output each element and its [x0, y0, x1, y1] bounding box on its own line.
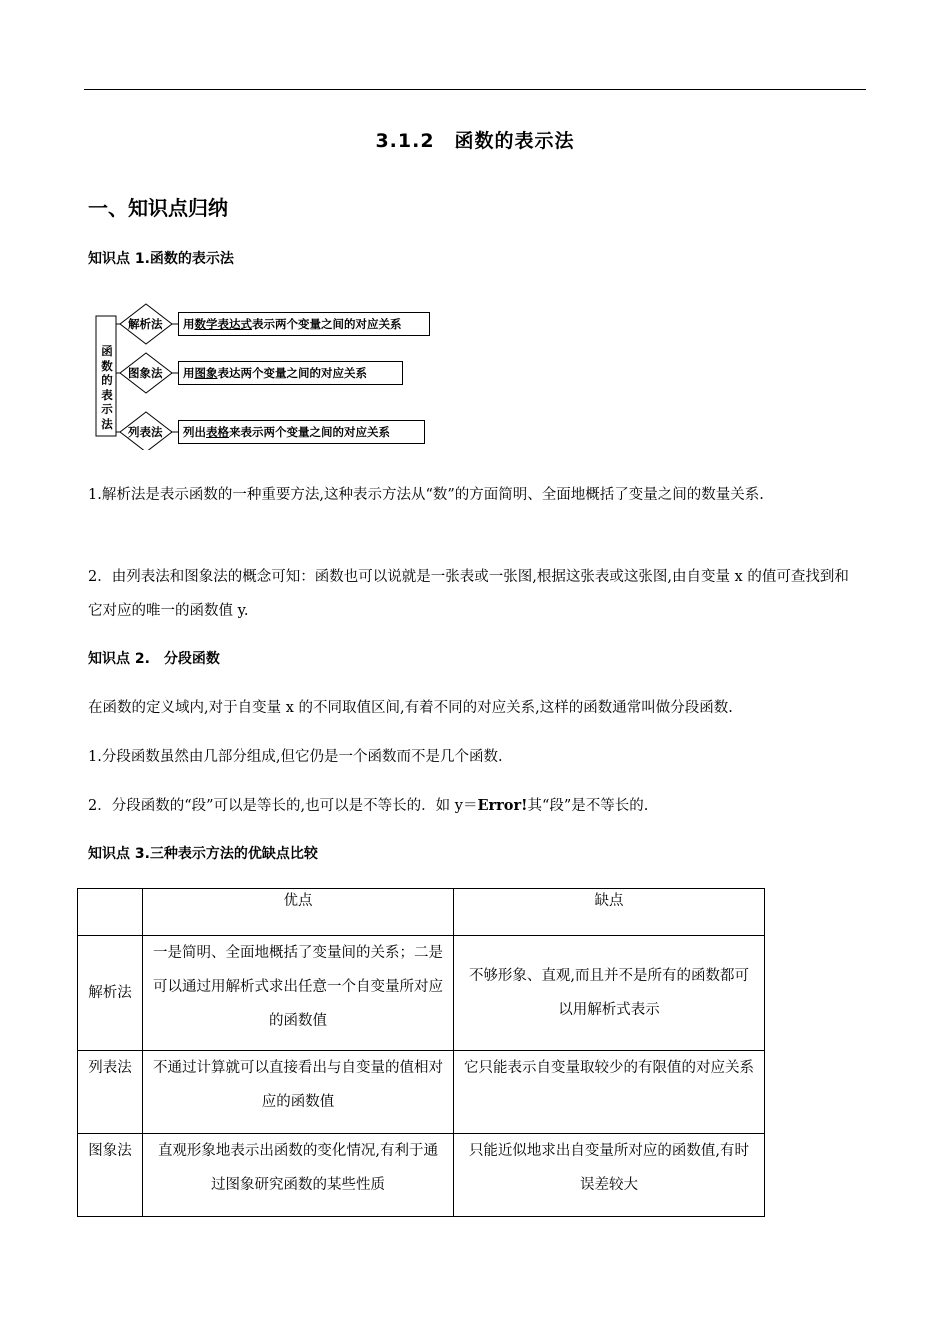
- method-name-table: 列表法: [128, 425, 163, 439]
- table-cell-con: 不够形象、直观,而且并不是所有的函数都可以用解析式表示: [454, 936, 765, 1051]
- kp2-definition: 在函数的定义域内,对于自变量 x 的不同取值区间,有着不同的对应关系,这样的函数通常叫做分段函数.: [88, 700, 733, 716]
- section-heading: 一、知识点归纳: [88, 196, 228, 220]
- kp2-note-2: 2．分段函数的“段”可以是等长的,也可以是不等长的．如 y＝Error!其“段”是不等长的.: [88, 797, 649, 814]
- table-cell-method: 图象法: [78, 1134, 143, 1217]
- diagram-root-label: 函 数 的 表 示 法: [101, 344, 113, 431]
- table-cell-con: 它只能表示自变量取较少的有限值的对应关系: [454, 1051, 765, 1134]
- table-cell-con: 只能近似地求出自变量所对应的函数值,有时误差较大: [454, 1134, 765, 1217]
- method-name-analytic: 解析法: [128, 317, 163, 331]
- table-cell-method: 解析法: [78, 936, 143, 1051]
- method-desc-graph: 用图象表达两个变量之间的对应关系: [178, 361, 403, 385]
- table-row: [78, 1051, 765, 1134]
- table-row: [78, 936, 765, 1051]
- table-row: [78, 1134, 765, 1217]
- kp2-note-1: 1.分段函数虽然由几部分组成,但它仍是一个函数而不是几个函数.: [88, 749, 503, 765]
- table-header-row: [78, 889, 765, 936]
- table-cell-pro: 不通过计算就可以直接看出与自变量的值相对应的函数值: [143, 1051, 454, 1134]
- table-header-cell: 缺点: [454, 889, 765, 936]
- table-cell-pro: 一是简明、全面地概括了变量间的关系；二是可以通过用解析式求出任意一个自变量所对应的函数值: [143, 936, 454, 1051]
- kp1-paragraph-1: 1.解析法是表示函数的一种重要方法,这种表示方法从“数”的方面简明、全面地概括了变量之间的数量关系.: [88, 487, 764, 503]
- comparison-table: [77, 888, 765, 1217]
- representation-diagram: [94, 300, 439, 450]
- kp1-paragraph-2: 2．由列表法和图象法的概念可知：函数也可以说就是一张表或一张图,根据这张表或这张图,由自变量 x 的值可查找到和它对应的唯一的函数值 y.: [88, 569, 849, 619]
- table-cell-pro: 直观形象地表示出函数的变化情况,有利于通过图象研究函数的某些性质: [143, 1134, 454, 1217]
- error-field: Error!: [477, 797, 528, 814]
- method-desc-analytic: 用数学表达式表示两个变量之间的对应关系: [178, 312, 430, 336]
- kp3-heading: 知识点 3.三种表示方法的优缺点比较: [88, 846, 318, 862]
- table-header-cell: 优点: [143, 889, 454, 936]
- header-rule: [84, 89, 866, 90]
- method-desc-table: 列出表格来表示两个变量之间的对应关系: [178, 420, 425, 444]
- table-header-cell: [78, 889, 143, 936]
- page-title: 3.1.2 函数的表示法: [375, 130, 575, 152]
- kp1-heading: 知识点 1.函数的表示法: [88, 251, 234, 267]
- table-cell-method: 列表法: [78, 1051, 143, 1134]
- kp2-heading: 知识点 2. 分段函数: [88, 651, 220, 667]
- method-name-graph: 图象法: [128, 366, 163, 380]
